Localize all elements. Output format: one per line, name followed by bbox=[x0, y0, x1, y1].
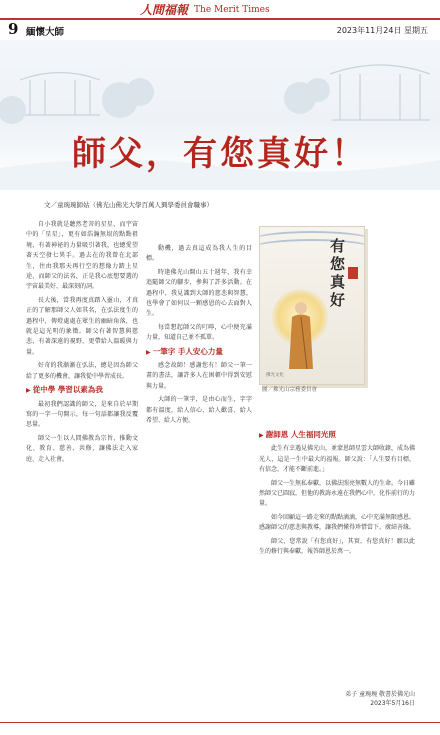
masthead-rule bbox=[0, 18, 440, 20]
section-name: 緬懷大師 bbox=[26, 27, 65, 38]
brand-name-cn: 人間福報 bbox=[140, 3, 189, 17]
header-banner bbox=[0, 40, 440, 190]
text-column-2 bbox=[146, 244, 252, 430]
byline: 文／童琬琬師姑（佛光山佛光大學百萬人興學委員會職事） bbox=[44, 201, 213, 209]
paragraph: 時逢佛光山開山五十週年，我有幸追隨師父的腳步，參與了許多活動。在過程中，我見識到大師的慈悲與智慧，也學會了如何以一顆感恩的心去面對人生。 bbox=[146, 268, 252, 318]
closing-signature bbox=[300, 690, 415, 708]
seal-icon bbox=[348, 267, 358, 279]
image-caption: 圖／佛光山宗務委員會 bbox=[262, 387, 318, 393]
paragraph: 自小我就是聽然老菩的星星，而宇宙中的「星星」，更有如浩瀚無垠的點點祖境，有著神祕的力量吸引著我，也總愛望著天空發七異手。過去在的我曾在北部生，住由我那天再行空的想像力踏上星途，而師父的法名，正是我心底想要選的宇宙最美好、最深刻的詞。 bbox=[26, 221, 138, 291]
book-publisher: 佛光文化 bbox=[266, 373, 284, 378]
monk-figure-illustration bbox=[287, 299, 315, 369]
subheading-2: ▶ 一筆字 手人安心力量 bbox=[146, 347, 252, 358]
brand-name-en: The Merit Times bbox=[194, 4, 270, 15]
paragraph: 此生有幸遇見佛光山，並蒙恩師星雲大師收錄，成為佛光人，這是一生中最大的福報。師父說：「人生要有目標，有信念，才能不斷前進。」 bbox=[259, 445, 416, 474]
paragraph: 大師的一筆字，是由心而生，字字都有溫度，給人信心、給人歡喜、給人希望、給人方便。 bbox=[146, 396, 252, 425]
paragraph: 每當想起師父的叮嚀，心中便充滿力量，知道自己並不孤單。 bbox=[146, 323, 252, 342]
paragraph: 師父，您常說「有您真好」，其實，有您真好！願以此生的修行與奉獻，報答師恩於萬一。 bbox=[259, 537, 415, 556]
paragraph: 動機，過去真這成為我人生的目標。 bbox=[146, 245, 252, 263]
paragraph: 最初我們認識的師父，是來自於早期寫的一字一句開示，每一句話都讓我反覆思量。 bbox=[26, 400, 138, 429]
subheading-3: ▶ 謝師恩 人生福同光照 bbox=[259, 430, 415, 441]
signature-line: 弟子 童琬琬 敬書於佛光山 bbox=[345, 691, 415, 698]
text-column-1 bbox=[26, 220, 138, 468]
text-column-3 bbox=[259, 430, 415, 560]
subheading-1: ▶ 從中學 學習以素為我 bbox=[26, 385, 138, 396]
paragraph: 好奇的我漸漸在弘法，總是因為師父給了更多的機會，讓我從中學習成長。 bbox=[26, 362, 138, 380]
paragraph: 長大後，當我再度真踏入靈山，才真正的了解那師父人如其名，在弘法度生的過程中，傳燈處處在眾生的幽暗角落，也就是這光明的象徵。師父有著智慧與慈悲，有著深遠的視野，更帶給人溫暖與力量。 bbox=[26, 296, 138, 356]
paragraph: 如今回顧這一路走來的點點滴滴，心中充滿無限感恩。感謝師父的慈悲與教導，讓我們懂得珍惜當下、廣結善緣。 bbox=[259, 513, 416, 532]
paragraph: 師父一生以人間佛教為宗旨，推動文化、教育、慈善、共修，讓佛法走入家庭、走入社會。 bbox=[26, 434, 138, 463]
issue-date: 2023年11月24日 星期五 bbox=[336, 26, 428, 35]
book-title: 有您真好 bbox=[330, 237, 346, 309]
brand[interactable] bbox=[140, 2, 270, 17]
footer-rule bbox=[0, 722, 440, 723]
article-title: 師父，有您真好！ bbox=[72, 134, 368, 174]
masthead bbox=[0, 0, 440, 20]
paragraph: 師父一生無私奉獻，以佛法照亮無數人的生命。今日雖然師父已圓寂，但他的教誨永遠在我們心中，化作前行的力量。 bbox=[259, 479, 416, 508]
signature-date: 2023年5月16日 bbox=[370, 700, 415, 707]
paragraph: 感念故師！感謝您有！師父一筆一畫的書法，讓許多人在困頓中得到安慰與力量。 bbox=[146, 362, 252, 390]
wave-decoration bbox=[259, 239, 365, 259]
page-number: 9 bbox=[8, 20, 19, 38]
book-cover bbox=[259, 226, 365, 385]
